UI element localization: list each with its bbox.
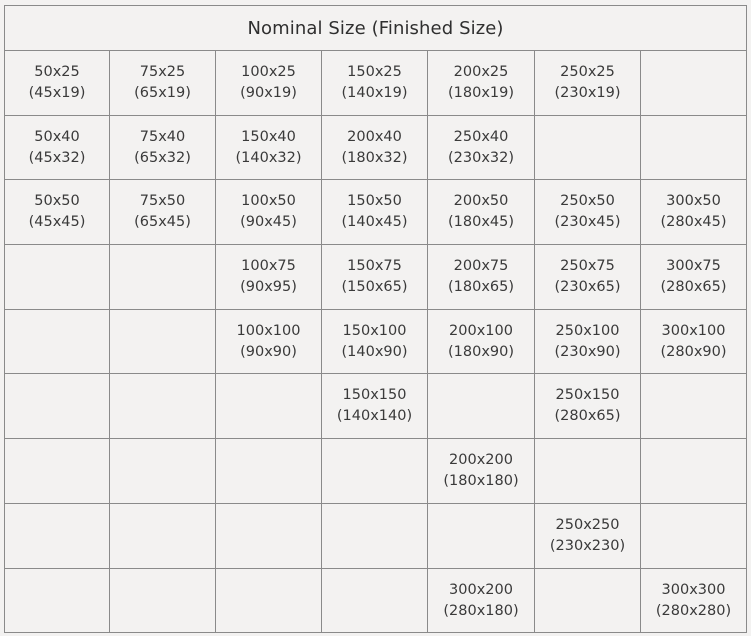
size-cell [428, 116, 535, 181]
nominal-size: 100x25 [241, 63, 296, 80]
finished-size: (140x90) [341, 343, 408, 360]
finished-size: (230x45) [554, 214, 621, 231]
empty-cell [5, 310, 110, 375]
size-cell [428, 439, 535, 504]
finished-size: (180x180) [443, 472, 519, 489]
empty-cell [110, 374, 216, 439]
nominal-size: 100x50 [241, 193, 296, 210]
finished-size: (90x90) [240, 343, 297, 360]
size-cell [110, 51, 216, 116]
finished-size: (180x65) [447, 278, 515, 295]
size-cell [641, 569, 746, 634]
size-cell [322, 51, 428, 116]
finished-size: (150x65) [341, 278, 408, 295]
size-cell [428, 310, 535, 375]
finished-size: (230x65) [554, 278, 621, 295]
size-cell [110, 116, 216, 181]
empty-cell [641, 116, 746, 181]
finished-size: (280x65) [660, 278, 727, 295]
size-cell [322, 116, 428, 181]
empty-cell [5, 245, 110, 310]
nominal-size: 300x200 [449, 581, 513, 598]
table-title: Nominal Size (Finished Size) [5, 6, 746, 51]
size-cell [535, 180, 641, 245]
nominal-size: 200x50 [453, 193, 509, 210]
empty-cell [110, 504, 216, 569]
empty-cell [216, 374, 322, 439]
finished-size: (45x45) [28, 214, 86, 231]
empty-cell [110, 569, 216, 634]
nominal-size: 250x250 [555, 516, 620, 533]
finished-size: (280x45) [660, 214, 727, 231]
nominal-size: 200x75 [453, 257, 509, 274]
nominal-size: 50x25 [34, 63, 80, 80]
size-cell [535, 245, 641, 310]
size-cell [641, 180, 746, 245]
size-cell [428, 569, 535, 634]
finished-size: (230x19) [554, 84, 621, 101]
nominal-size: 150x40 [241, 128, 296, 145]
size-cell [428, 245, 535, 310]
nominal-size: 200x25 [453, 63, 509, 80]
nominal-size: 100x75 [241, 257, 296, 274]
empty-cell [428, 504, 535, 569]
nominal-size: 200x100 [449, 322, 513, 339]
empty-cell [641, 504, 746, 569]
nominal-size: 75x40 [139, 128, 186, 145]
nominal-size: 250x100 [555, 322, 620, 339]
size-table [4, 5, 747, 633]
nominal-size: 200x40 [347, 128, 402, 145]
finished-size: (45x32) [28, 149, 86, 166]
nominal-size: 200x200 [449, 451, 513, 468]
size-cell [322, 180, 428, 245]
nominal-size: 150x50 [347, 193, 402, 210]
nominal-size: 300x100 [661, 322, 726, 339]
finished-size: (90x45) [240, 214, 297, 231]
empty-cell [5, 504, 110, 569]
size-cell [535, 310, 641, 375]
empty-cell [110, 245, 216, 310]
empty-cell [216, 439, 322, 504]
size-cell [322, 310, 428, 375]
size-cell [641, 310, 746, 375]
nominal-size: 150x75 [347, 257, 402, 274]
nominal-size: 300x300 [661, 581, 726, 598]
finished-size: (280x180) [443, 602, 519, 619]
empty-cell [5, 569, 110, 634]
size-cell [216, 310, 322, 375]
finished-size: (180x32) [341, 149, 408, 166]
size-cell [216, 116, 322, 181]
empty-cell [535, 439, 641, 504]
empty-cell [641, 374, 746, 439]
finished-size: (65x45) [134, 214, 191, 231]
empty-cell [641, 51, 746, 116]
finished-size: (230x90) [554, 343, 621, 360]
finished-size: (280x90) [660, 343, 727, 360]
size-grid [5, 51, 746, 633]
nominal-size: 75x50 [139, 193, 186, 210]
nominal-size: 100x100 [236, 322, 301, 339]
empty-cell [322, 439, 428, 504]
finished-size: (180x90) [447, 343, 515, 360]
nominal-size: 50x50 [34, 193, 80, 210]
finished-size: (280x280) [655, 602, 732, 619]
nominal-size: 75x25 [139, 63, 186, 80]
size-cell [5, 116, 110, 181]
nominal-size: 150x150 [342, 387, 407, 404]
size-cell [322, 245, 428, 310]
nominal-size: 150x100 [342, 322, 407, 339]
empty-cell [216, 569, 322, 634]
empty-cell [428, 374, 535, 439]
finished-size: (140x19) [341, 84, 408, 101]
finished-size: (140x32) [235, 149, 302, 166]
finished-size: (90x19) [240, 84, 297, 101]
nominal-size: 250x25 [560, 63, 615, 80]
size-cell [428, 51, 535, 116]
empty-cell [535, 569, 641, 634]
empty-cell [216, 504, 322, 569]
finished-size: (280x65) [554, 408, 621, 425]
size-cell [641, 245, 746, 310]
nominal-size: 250x40 [453, 128, 509, 145]
finished-size: (140x45) [341, 214, 408, 231]
size-cell [216, 180, 322, 245]
empty-cell [535, 116, 641, 181]
finished-size: (230x32) [447, 149, 515, 166]
empty-cell [5, 374, 110, 439]
empty-cell [110, 310, 216, 375]
finished-size: (90x95) [240, 278, 297, 295]
empty-cell [322, 569, 428, 634]
finished-size: (45x19) [28, 84, 86, 101]
size-cell [535, 374, 641, 439]
size-cell [110, 180, 216, 245]
size-cell [5, 51, 110, 116]
finished-size: (180x19) [447, 84, 515, 101]
size-cell [322, 374, 428, 439]
empty-cell [322, 504, 428, 569]
nominal-size: 250x150 [555, 387, 620, 404]
finished-size: (65x19) [134, 84, 191, 101]
finished-size: (180x45) [447, 214, 515, 231]
nominal-size: 300x50 [666, 193, 721, 210]
size-cell [216, 245, 322, 310]
nominal-size: 250x50 [560, 193, 615, 210]
nominal-size: 50x40 [34, 128, 80, 145]
size-cell [535, 504, 641, 569]
nominal-size: 150x25 [347, 63, 402, 80]
size-cell [216, 51, 322, 116]
empty-cell [110, 439, 216, 504]
empty-cell [641, 439, 746, 504]
nominal-size: 250x75 [560, 257, 615, 274]
size-cell [5, 180, 110, 245]
size-cell [535, 51, 641, 116]
size-cell [428, 180, 535, 245]
finished-size: (65x32) [134, 149, 191, 166]
empty-cell [5, 439, 110, 504]
finished-size: (140x140) [336, 408, 413, 425]
nominal-size: 300x75 [666, 257, 721, 274]
finished-size: (230x230) [549, 537, 626, 554]
